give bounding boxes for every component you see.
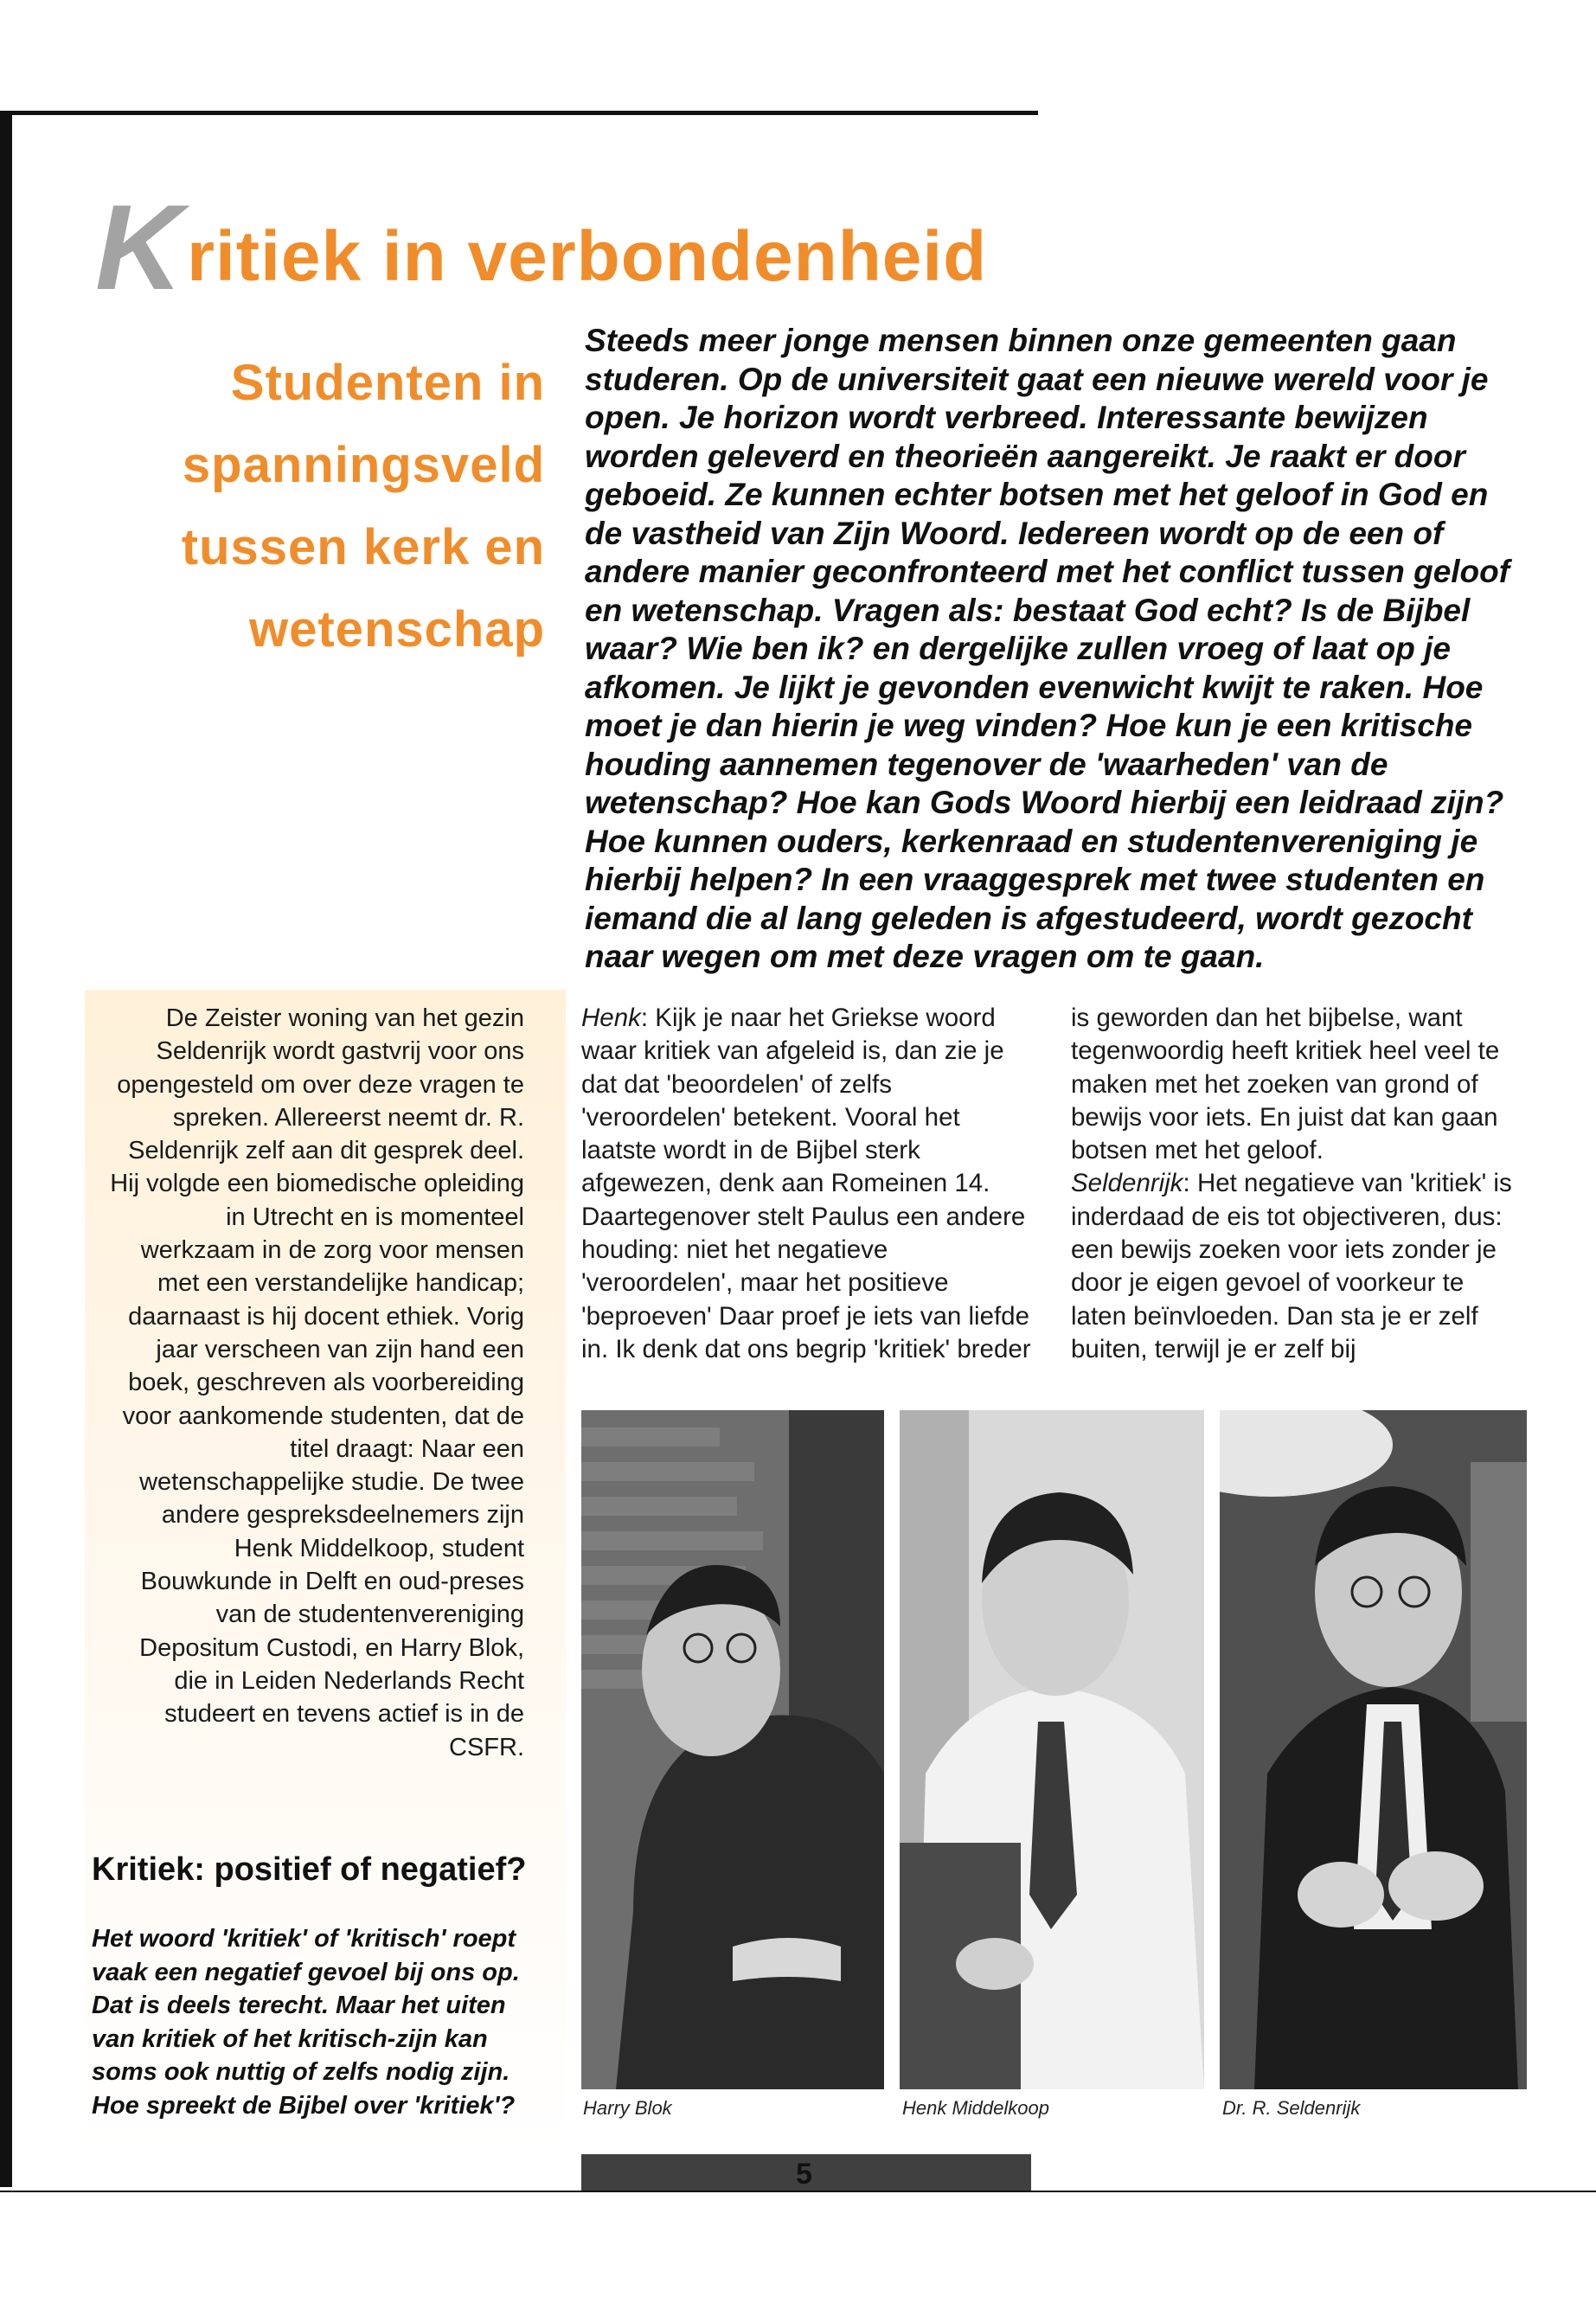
article-title xyxy=(95,177,987,318)
photo-henk-middelkoop xyxy=(900,1410,1204,2089)
body-column-1 xyxy=(581,1002,1035,1366)
article-intro: Steeds meer jonge mensen binnen onze gemeenten gaan studeren. Op de universiteit gaat een nieuwe wereld voor je open. Je horizon wordt verbreed. Interessante bewijzen worden geleverd en theorieën aangereikt. Je raakt er door geboeid. Ze kunnen echter botsen met het geloof in God en de vastheid van Zijn Woord. Iedereen wordt op de een of andere manier geconfronteerd met het conflict tussen geloof en wetenschap. Vragen als: bestaat God echt? Is de Bijbel waar? Wie ben ik? en dergelijke zullen vroeg of laat op je afkomen. Je lijkt je gevonden evenwicht kwijt te raken. Hoe moet je dan hierin je weg vinden? Hoe kun je een kritische houding aannemen tegenover de 'waarheden' van de wetenschap? Hoe kan Gods Woord hierbij een leidraad zijn? Hoe kunnen ouders, kerkenraad en studentenvereniging je hierbij helpen? In een vraaggesprek met twee studenten en iemand die al lang geleden is afgestudeerd, wordt gezocht naar wegen om met deze vragen om te gaan. xyxy=(585,323,1510,974)
column-2-text: is geworden dan het bijbelse, want tegenwoordig heeft kritiek heel veel te maken met het zoeken van grond of bewijs voor iets. En juist dat kan gaan botsen met het geloof. xyxy=(1071,1004,1500,1165)
page-top-edge xyxy=(0,111,1038,115)
section-intro: Het woord 'kritiek' of 'kritisch' roept vaak een negatief gevoel bij ons op. Dat is deels terecht. Maar het uiten van kritiek of het kritisch-zijn kan soms ook nuttig of zelfs nodig zijn. Hoe spreekt de Bijbel over 'kritiek'? xyxy=(92,1925,520,2120)
column-2-text-2: : Het negatieve van 'kritiek' is inderdaad de eis tot objectiveren, dus: een bewijs zoeken voor iets zonder je door je eigen gevoel of voorkeur te laten beïnvloeden. Dan sta je er zelf buiten, terwijl je er zelf bij xyxy=(1071,1169,1512,1363)
speaker-seldenrijk: Seldenrijk xyxy=(1071,1169,1183,1198)
article-subtitle: Studenten in spanningsveld tussen kerk en wetenschap xyxy=(181,355,545,658)
photo-seldenrijk xyxy=(1220,1410,1527,2089)
page-number: 5 xyxy=(796,2158,812,2191)
title-initial: K xyxy=(95,179,184,315)
photo-henk-middelkoop-image xyxy=(900,1410,1204,2089)
page-bottom-edge xyxy=(0,2191,1596,2303)
section-heading: Kritiek: positief of negatief? xyxy=(92,1851,527,1888)
title-rest: ritiek in verbondenheid xyxy=(187,217,988,296)
column-1-text: : Kijk je naar het Griekse woord waar kritiek van afgeleid is, dan zie je dat dat 'beoordelen' of zelfs 'veroordelen' betekent. Vooral het laatste wordt in de Bijbel sterk afgewezen, denk aan Romeinen 14. Daartegenover stelt Paulus een andere houding: niet het negatieve 'veroordelen', maar het positieve 'beproeven' Daar proef je iets van liefde in. Ik denk dat ons begrip 'kritiek' breder xyxy=(581,1004,1031,1363)
photo-harry-blok-image xyxy=(581,1410,884,2089)
caption-seldenrijk: Dr. R. Seldenrijk xyxy=(1222,2097,1361,2119)
caption-henk-middelkoop: Henk Middelkoop xyxy=(902,2097,1049,2119)
page-left-edge xyxy=(0,111,12,2187)
caption-harry-blok: Harry Blok xyxy=(583,2097,672,2119)
speaker-henk: Henk xyxy=(581,1004,641,1032)
photo-seldenrijk-image xyxy=(1220,1410,1527,2089)
sidebar-intro: De Zeister woning van het gezin Seldenrijk wordt gastvrij voor ons opengesteld om over deze vragen te spreken. Allereerst neemt dr. R. Seldenrijk zelf aan dit gesprek deel. Hij volgde een biomedische opleiding in Utrecht en is momenteel werkzaam in de zorg voor mensen met een verstandelijke handicap; daarnaast is hij docent ethiek. Vorig jaar verscheen van zijn hand een boek, geschreven als voorbereiding voor aankomende studenten, dat de titel draagt: Naar een wetenschappelijke studie. De twee andere gespreksdeelnemers zijn Henk Middelkoop, student Bouwkunde in Delft en oud-preses van de studentenvereniging Depositum Custodi, en Harry Blok, die in Leiden Nederlands Recht studeert en tevens actief is in de CSFR. xyxy=(110,1004,524,1761)
body-column-2 xyxy=(1071,1002,1525,1366)
photo-harry-blok xyxy=(581,1410,884,2089)
